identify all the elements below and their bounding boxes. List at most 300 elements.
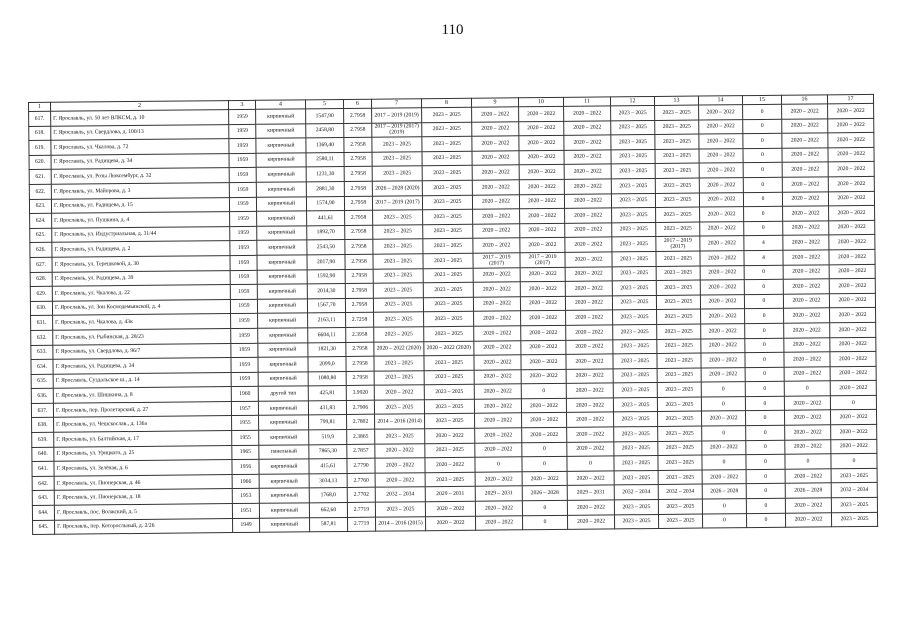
table-cell: 2.7857 xyxy=(347,444,375,459)
table-cell: 1369,40 xyxy=(306,138,344,153)
table-cell: 0 xyxy=(744,206,783,221)
table-cell: 2020 – 2022 xyxy=(522,471,567,486)
table-cell: 4 xyxy=(744,250,783,265)
table-cell: 2.7958 xyxy=(344,196,372,211)
table-cell: 662,60 xyxy=(309,502,347,517)
table-cell: 2020 – 2022 xyxy=(519,136,564,151)
address-cell: Г. Ярославль, пер. Пролетарский, д. 27 xyxy=(53,401,231,417)
table-body xyxy=(29,94,878,534)
table-cell: 1951 xyxy=(232,503,259,518)
table-cell: 2020 – 2022 xyxy=(475,472,522,487)
table-cell: 644. xyxy=(32,505,54,520)
table-cell: 2.7958 xyxy=(346,342,374,357)
table-cell: 2023 – 2025 xyxy=(424,399,474,414)
table-cell: 2020 – 2022 xyxy=(425,501,475,516)
table-cell: 2.7958 xyxy=(345,269,373,284)
table-cell: 2023 – 2025 xyxy=(422,195,472,210)
table-cell: 2023 – 2025 xyxy=(657,397,701,412)
table-cell: 622. xyxy=(29,184,51,199)
table-cell: 2020 – 2022 xyxy=(700,207,744,222)
table-cell: 2020 – 2022 xyxy=(565,281,612,296)
table-cell: кирпичный xyxy=(258,372,308,387)
table-cell: 2020 – 2022 xyxy=(700,280,744,295)
table-cell: 2023 – 2025 xyxy=(655,163,699,178)
table-cell: 645. xyxy=(33,520,55,535)
table-cell: 2020 – 2022 xyxy=(828,176,874,191)
table-cell: 2020 – 2022 xyxy=(700,221,744,236)
table-cell: 2023 – 2025 xyxy=(422,151,472,166)
table-cell: 2023 – 2025 xyxy=(655,193,699,208)
table-cell: 2020 – 2022 xyxy=(521,340,566,355)
table-cell: 3.9920 xyxy=(346,385,374,400)
table-cell: 2023 – 2025 xyxy=(658,441,702,456)
table-cell: кирпичный xyxy=(256,196,306,211)
table-cell: 0 xyxy=(744,279,783,294)
table-cell: 643. xyxy=(32,491,54,506)
table-cell: 2023 – 2025 xyxy=(614,470,658,485)
table-cell: 2020 – 2022 xyxy=(473,224,520,239)
table-cell: 2023 – 2025 xyxy=(424,385,474,400)
table-cell: 2023 – 2025 xyxy=(422,166,472,181)
table-cell: 2023 – 2025 xyxy=(423,297,473,312)
table-cell: 634. xyxy=(31,359,53,374)
table-cell: 2023 – 2025 xyxy=(611,178,655,193)
column-number: 2 xyxy=(51,101,229,112)
table-cell: 2020 – 2022 xyxy=(566,325,613,340)
table-cell: 1959 xyxy=(229,182,256,197)
table-cell: 2020 – 2022 xyxy=(702,411,746,426)
address-cell: Г. Ярославль, ул. Чкалова, д. 72 xyxy=(51,139,229,155)
table-cell: 2020 – 2022 xyxy=(520,223,565,238)
table-cell: 2020 – 2022 xyxy=(782,118,828,133)
address-cell: Г. Ярославль, ул. Урицкого, д. 25 xyxy=(54,445,232,461)
column-number: 7 xyxy=(371,99,421,108)
table-cell: 2020 – 2022 xyxy=(472,136,519,151)
table-cell: 2023 – 2025 xyxy=(611,120,655,135)
table-cell: кирпичный xyxy=(258,342,308,357)
table-cell: 2020 – 2022 xyxy=(565,266,612,281)
table-cell: 2020 – 2022 xyxy=(565,237,612,252)
table-cell: 2020 – 2022 xyxy=(473,282,520,297)
table-cell: кирпичный xyxy=(258,328,308,343)
table-cell: 639. xyxy=(32,432,54,447)
table-cell: 2020 – 2022 xyxy=(783,250,829,265)
table-cell: 2020 – 2022 xyxy=(425,516,475,531)
table-cell: 2020 – 2022 xyxy=(699,192,743,207)
table-cell: 0 xyxy=(745,382,784,397)
document-sheet xyxy=(28,94,877,535)
table-cell: 621. xyxy=(29,170,51,185)
table-cell: 2017 – 2019 (2017) xyxy=(656,236,700,251)
table-cell: кирпичный xyxy=(259,503,309,518)
table-cell: 2020 – 2022 xyxy=(521,311,566,326)
table-cell: 2020 – 2022 xyxy=(519,150,564,165)
table-cell: кирпичный xyxy=(259,459,309,474)
table-cell: 2020 – 2022 xyxy=(374,385,424,400)
table-cell: 2020 – 2022 xyxy=(474,399,521,414)
table-cell: 2020 – 2022 xyxy=(828,118,874,133)
table-cell: 431,83 xyxy=(308,400,346,415)
table-cell: 2020 – 2022 xyxy=(522,427,567,442)
table-cell: 2032 – 2034 xyxy=(658,484,702,499)
table-cell: 2029 – 2031 xyxy=(425,487,475,502)
table-cell: 2020 – 2022 xyxy=(519,179,564,194)
table-cell: 2023 – 2025 xyxy=(374,312,424,327)
table-cell: 2032 – 2034 xyxy=(831,483,877,498)
table-cell: 2023 – 2025 xyxy=(373,254,423,269)
table-cell: 2020 – 2022 xyxy=(784,410,830,425)
column-number: 17 xyxy=(827,94,873,103)
table-cell: 2020 – 2022 xyxy=(474,384,521,399)
table-cell: 2023 – 2025 xyxy=(657,382,701,397)
table-cell: 2020 – 2022 xyxy=(519,121,564,136)
table-cell: 1547,90 xyxy=(306,108,344,123)
table-cell: 2020 – 2022 xyxy=(521,325,566,340)
address-cell: Г. Ярославль, ул. Зои Космодемьянской, д. 4 xyxy=(52,299,230,315)
table-cell: 441,61 xyxy=(307,211,345,226)
table-cell: 2163,11 xyxy=(308,313,346,328)
table-cell: 1959 xyxy=(230,270,257,285)
table-cell: 2023 – 2025 xyxy=(831,512,877,527)
table-cell: 2017 – 2019 (2017) xyxy=(473,253,520,268)
table-cell: 2020 – 2022 xyxy=(701,367,745,382)
table-cell: 2017 – 2019 (2017) xyxy=(520,252,565,267)
table-cell: 799,81 xyxy=(309,415,347,430)
table-cell: 2023 – 2025 xyxy=(612,208,656,223)
table-cell: 629. xyxy=(30,286,52,301)
table-cell: 2023 – 2025 xyxy=(611,105,655,120)
table-cell: 636. xyxy=(31,389,53,404)
table-cell: кирпичный xyxy=(260,517,310,532)
table-cell: 2020 – 2022 xyxy=(831,439,877,454)
table-cell: 2023 – 2025 xyxy=(374,370,424,385)
table-cell: 2020 – 2022 xyxy=(831,424,877,439)
table-cell: кирпичный xyxy=(257,211,307,226)
table-cell: 2023 – 2025 xyxy=(614,412,658,427)
table-cell: 0 xyxy=(743,148,782,163)
table-cell: 2023 – 2025 xyxy=(611,164,655,179)
table-cell: 627. xyxy=(30,257,52,272)
table-cell: 2020 – 2022 xyxy=(475,501,522,516)
table-cell: 2020 – 2022 xyxy=(828,191,874,206)
table-cell: 2020 – 2022 xyxy=(701,324,745,339)
table-cell: 2023 – 2025 xyxy=(372,137,422,152)
table-cell: 2020 – 2022 xyxy=(828,147,874,162)
table-cell: 2020 – 2022 xyxy=(700,251,744,266)
table-cell: 1949 xyxy=(233,518,260,533)
table-cell: 2020 – 2022 xyxy=(567,515,614,530)
table-cell: кирпичный xyxy=(256,123,306,138)
table-cell: 2.7958 xyxy=(346,356,374,371)
table-cell: 0 xyxy=(746,484,785,499)
table-cell: 2023 – 2025 xyxy=(422,136,472,151)
address-cell: Г. Ярославль, ул. Пушкина, д. 4 xyxy=(52,212,230,228)
table-cell: 2023 – 2025 xyxy=(612,295,656,310)
table-cell: 7865,30 xyxy=(309,444,347,459)
table-cell: 2023 – 2025 xyxy=(424,370,474,385)
table-cell: 1567,70 xyxy=(307,298,345,313)
table-cell: 2023 – 2025 xyxy=(658,455,702,470)
column-number: 13 xyxy=(654,96,698,105)
table-cell: 2032 – 2034 xyxy=(375,487,425,502)
table-cell: 2023 – 2025 xyxy=(372,152,422,167)
table-cell: другой тип xyxy=(258,386,308,401)
table-cell: 2020 – 2022 xyxy=(473,238,520,253)
table-cell: 2020 – 2022 xyxy=(475,442,522,457)
table-cell: 2020 – 2022 xyxy=(425,457,475,472)
address-cell: Г. Ярославль, ул. Майорова, д. 3 xyxy=(51,183,229,199)
table-cell: 2020 – 2022 xyxy=(522,413,567,428)
table-cell: 2020 – 2022 xyxy=(830,381,876,396)
table-cell: 2020 – 2022 xyxy=(473,267,520,282)
table-cell: 2032 – 2034 xyxy=(614,485,658,500)
table-cell: 2023 – 2025 xyxy=(614,456,658,471)
table-cell: 2023 – 2025 xyxy=(422,180,472,195)
table-cell: 2023 – 2025 xyxy=(424,326,474,341)
table-cell: 2020 – 2022 xyxy=(564,106,611,121)
table-cell: 2020 – 2022 xyxy=(785,439,831,454)
table-cell: 2020 – 2022 xyxy=(828,133,874,148)
address-cell: Г. Ярославль, ул. Чкалова, д. 22 xyxy=(52,285,230,301)
table-cell: 0 xyxy=(746,513,785,528)
table-cell: 2023 – 2025 xyxy=(373,297,423,312)
column-number: 11 xyxy=(563,97,610,106)
table-cell: 2020 – 2022 xyxy=(829,235,875,250)
table-cell: 2.7719 xyxy=(347,502,375,517)
table-cell: 2020 – 2022 xyxy=(521,398,566,413)
table-cell: 2023 – 2025 xyxy=(423,282,473,297)
table-cell: 2023 – 2025 xyxy=(611,135,655,150)
table-cell: 2.7958 xyxy=(344,137,372,152)
table-cell: 619. xyxy=(29,140,51,155)
table-cell: 3034,13 xyxy=(309,473,347,488)
table-cell: 2020 – 2022 xyxy=(699,163,743,178)
table-cell: 2020 – 2022 xyxy=(519,165,564,180)
address-cell: Г. Ярославль, ул. Пионерская, д. 18 xyxy=(54,489,232,505)
table-cell: 2023 – 2025 xyxy=(425,472,475,487)
table-cell: 2023 – 2025 xyxy=(656,280,700,295)
table-cell: 2020 – 2022 xyxy=(784,352,830,367)
table-cell: 2020 – 2022 xyxy=(828,162,874,177)
table-cell: 0 xyxy=(522,500,567,515)
table-cell: 519,9 xyxy=(309,430,347,445)
address-cell: Г. Ярославль, ул. Зелёная, д. 6 xyxy=(54,460,232,476)
table-cell: кирпичный xyxy=(259,474,309,489)
table-cell: 0 xyxy=(744,294,783,309)
column-number: 9 xyxy=(471,98,518,107)
table-cell: 2020 – 2022 xyxy=(830,366,876,381)
table-cell: 0 xyxy=(746,469,785,484)
table-cell: 0 xyxy=(745,367,784,382)
table-cell: 2020 – 2022 xyxy=(783,221,829,236)
table-cell: 637. xyxy=(31,403,53,418)
table-cell: 0 xyxy=(745,323,784,338)
column-number: 12 xyxy=(610,96,654,105)
table-cell: 2020 – 2022 xyxy=(783,264,829,279)
table-cell: 2020 – 2022 xyxy=(699,134,743,149)
table-cell: 2.7958 xyxy=(345,283,373,298)
table-cell: кирпичный xyxy=(257,269,307,284)
table-cell: 626. xyxy=(30,243,52,258)
table-cell: 2.7958 xyxy=(344,108,372,123)
table-cell: 2020 – 2022 xyxy=(782,104,828,119)
table-cell: 2014 – 2016 (2015) xyxy=(375,516,425,531)
table-cell: 2020 – 2022 xyxy=(783,206,829,221)
table-cell: 2020 – 2022 xyxy=(472,194,519,209)
table-cell: 2020 – 2022 xyxy=(520,296,565,311)
table-cell: 2023 – 2025 xyxy=(424,355,474,370)
table-cell: 617. xyxy=(29,111,51,126)
table-cell: кирпичный xyxy=(259,488,309,503)
table-cell: 2023 – 2025 xyxy=(657,324,701,339)
table-cell: кирпичный xyxy=(258,357,308,372)
table-cell: 1959 xyxy=(230,226,257,241)
table-cell: 2.7958 xyxy=(345,210,373,225)
table-cell: 2458,80 xyxy=(306,123,344,138)
table-cell: 2023 – 2025 xyxy=(423,253,473,268)
table-cell: 2023 – 2025 xyxy=(612,281,656,296)
table-cell: 415,61 xyxy=(309,459,347,474)
table-cell: 2020 – 2022 xyxy=(472,121,519,136)
table-cell: 2023 – 2025 xyxy=(658,470,702,485)
table-cell: 2020 – 2022 xyxy=(700,265,744,280)
table-cell: 2023 – 2025 xyxy=(612,251,656,266)
table-cell: 2.7702 xyxy=(347,488,375,503)
table-cell: 2020 – 2022 xyxy=(520,267,565,282)
table-cell: 2017 – 2019 (2017) xyxy=(372,195,422,210)
table-cell: 2023 – 2025 xyxy=(657,353,701,368)
address-cell: Г. Ярославль, ул. Чешскослав., д. 136а xyxy=(54,416,232,432)
table-cell: 2023 – 2025 xyxy=(373,239,423,254)
table-cell: 0 xyxy=(743,192,782,207)
table-cell: 2020 – 2022 xyxy=(828,103,874,118)
table-cell: 0 xyxy=(743,163,782,178)
table-cell: 2023 – 2025 xyxy=(656,266,700,281)
table-cell: панельный xyxy=(259,444,309,459)
table-cell: 2023 – 2025 xyxy=(614,441,658,456)
table-cell: 0 xyxy=(701,397,745,412)
table-cell: кирпичный xyxy=(256,182,306,197)
table-cell: 2020 – 2022 xyxy=(783,279,829,294)
table-cell: 625. xyxy=(30,228,52,243)
table-cell: 0 xyxy=(702,455,746,470)
table-cell: 2023 – 2025 xyxy=(614,427,658,442)
table-cell: 2020 – 2022 xyxy=(473,297,520,312)
table-cell: 2023 – 2025 xyxy=(425,414,475,429)
table-cell: 2023 – 2025 xyxy=(425,443,475,458)
table-cell: 1955 xyxy=(232,416,259,431)
table-cell: 0 xyxy=(831,454,877,469)
table-cell: 2.3958 xyxy=(346,327,374,342)
table-cell: 2023 – 2025 xyxy=(422,107,472,122)
address-cell: Г. Ярославль, ул. Радищева, д. 39 xyxy=(52,270,230,286)
table-cell: 2020 – 2022 xyxy=(474,369,521,384)
table-cell: 0 xyxy=(743,133,782,148)
table-cell: 2020 – 2022 xyxy=(564,193,611,208)
table-cell: 2020 – 2022 xyxy=(564,164,611,179)
table-cell: 2.7958 xyxy=(345,240,373,255)
table-cell: 2023 – 2025 xyxy=(614,514,658,529)
table-cell: 1959 xyxy=(231,328,258,343)
table-cell: 2020 – 2022 xyxy=(567,427,614,442)
table-cell: кирпичный xyxy=(257,240,307,255)
table-cell: 2.7790 xyxy=(347,458,375,473)
table-cell: 2029 – 2031 xyxy=(567,485,614,500)
table-cell: 2023 – 2025 xyxy=(655,105,699,120)
table-cell: 2.7958 xyxy=(345,225,373,240)
table-cell: 2020 – 2022 xyxy=(520,281,565,296)
table-cell: 2020 – 2022 xyxy=(783,294,829,309)
table-cell: 2023 – 2025 xyxy=(613,383,657,398)
table-cell: 2020 – 2022 xyxy=(699,178,743,193)
table-cell: 635. xyxy=(31,374,53,389)
table-cell: 2023 – 2025 xyxy=(655,134,699,149)
table-cell: 1592,90 xyxy=(307,269,345,284)
table-cell: 2023 – 2025 xyxy=(423,209,473,224)
table-cell: 2023 – 2025 xyxy=(656,222,700,237)
table-cell: 2020 – 2022 xyxy=(566,310,613,325)
table-cell: 0 xyxy=(746,498,785,513)
table-cell: 0 xyxy=(785,454,831,469)
table-cell: 1821,30 xyxy=(308,342,346,357)
table-cell: 1080,80 xyxy=(308,371,346,386)
table-cell: 2.7958 xyxy=(344,123,372,138)
table-cell: 2014,30 xyxy=(307,284,345,299)
table-cell: 2023 – 2025 xyxy=(613,354,657,369)
table-cell: 633. xyxy=(31,345,53,360)
table-cell: 2020 – 2022 xyxy=(475,515,522,530)
table-cell: 1959 xyxy=(231,357,258,372)
table-cell: 0 xyxy=(702,499,746,514)
table-cell: 2023 – 2025 xyxy=(658,499,702,514)
table-cell: 2020 – 2022 xyxy=(702,440,746,455)
table-cell: 640. xyxy=(32,447,54,462)
table-cell: 2023 – 2025 xyxy=(423,224,473,239)
column-number: 1 xyxy=(29,102,51,111)
table-cell: 0 xyxy=(567,456,614,471)
table-cell: 0 xyxy=(475,457,522,472)
table-cell: 2023 – 2025 xyxy=(613,310,657,325)
table-cell: кирпичный xyxy=(256,109,306,124)
table-cell: 2023 – 2025 xyxy=(658,514,702,529)
column-number: 16 xyxy=(781,95,827,104)
table-cell: 2099,0 xyxy=(308,357,346,372)
table-cell: 2026 – 2028 (2020) xyxy=(372,181,422,196)
table-cell: 0 xyxy=(744,265,783,280)
table-cell: 0 xyxy=(746,440,785,455)
table-cell: 2023 – 2025 xyxy=(611,149,655,164)
table-cell: 2020 – 2022 xyxy=(784,337,830,352)
table-cell: 2020 – 2022 xyxy=(701,353,745,368)
table-cell: 2020 – 2022 xyxy=(521,354,566,369)
table-cell: 2881,30 xyxy=(306,181,344,196)
table-cell: 2020 – 2022 xyxy=(830,351,876,366)
table-cell: 0 xyxy=(743,119,782,134)
table-cell: 2023 – 2025 xyxy=(373,224,423,239)
table-cell: 2023 – 2025 xyxy=(375,502,425,517)
table-cell: 2023 – 2025 xyxy=(423,268,473,283)
table-cell: 0 xyxy=(784,381,830,396)
table-cell: 0 xyxy=(745,338,784,353)
address-cell: Г. Ярославль, ул. Розы Люксембург, д. 32 xyxy=(51,168,229,184)
table-cell: 2020 – 2022 xyxy=(699,148,743,163)
table-cell: 0 xyxy=(744,221,783,236)
table-cell: 2020 – 2022 xyxy=(830,308,876,323)
table-cell: 2.7719 xyxy=(347,517,375,532)
table-cell: 2023 – 2025 xyxy=(373,283,423,298)
table-cell: 0 xyxy=(746,455,785,470)
address-cell: Г. Ярославль, ул. Рыбинская, д. 28/23 xyxy=(53,328,231,344)
